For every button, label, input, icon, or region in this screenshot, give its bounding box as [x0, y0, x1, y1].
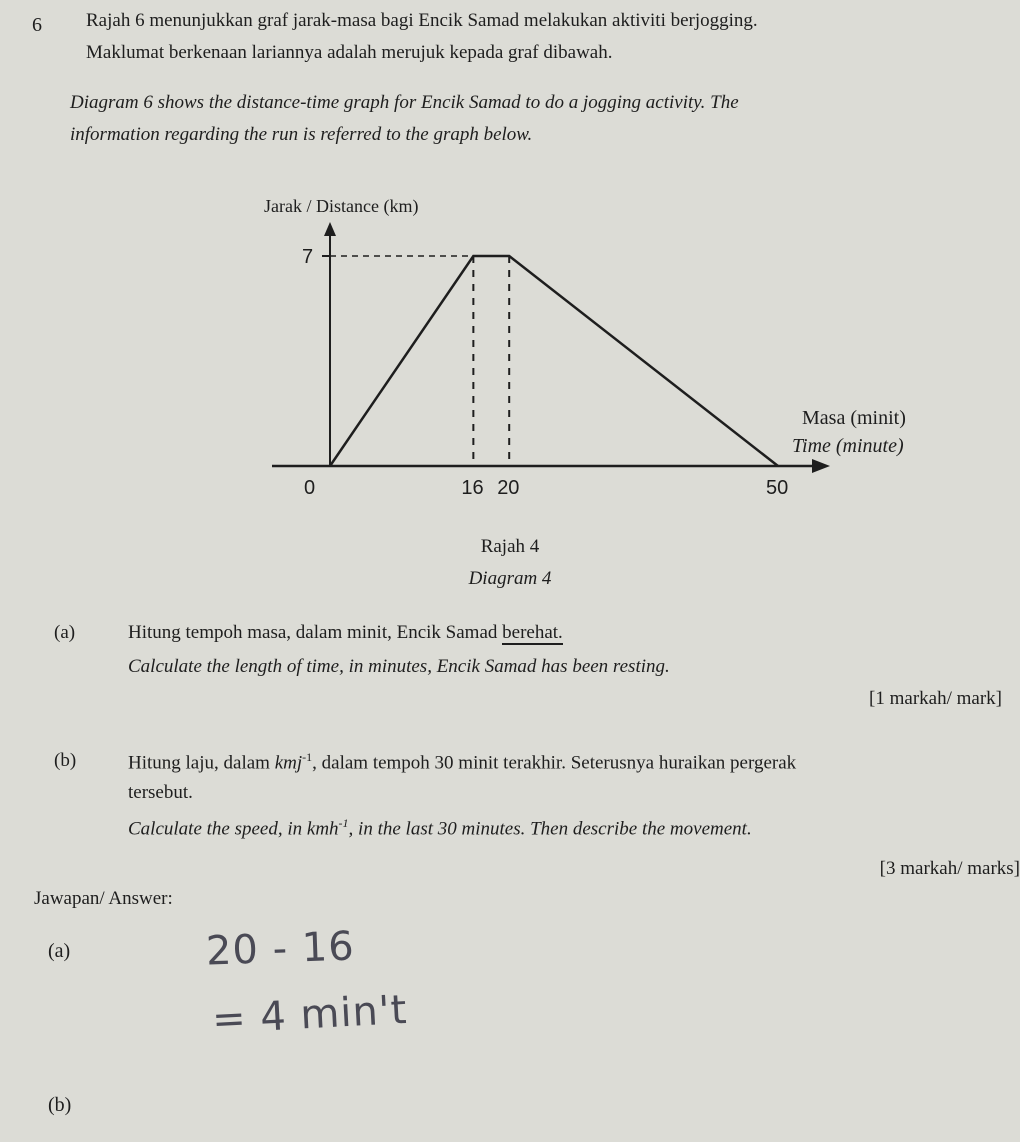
part-b-bm-unit: kmj	[274, 752, 303, 774]
x-axis-arrow	[812, 459, 830, 473]
y-tick-label: 7	[302, 246, 314, 268]
caption-en: Diagram 4	[468, 568, 552, 589]
series-line	[330, 256, 778, 466]
handwritten-answer-line-2: = 4 min't	[210, 986, 409, 1044]
part-a-bm-underlined: berehat.	[502, 622, 563, 643]
distance-time-graph	[250, 190, 970, 520]
answer-b-label: (b)	[48, 1094, 72, 1116]
part-b-bm-unit-sup: -1	[302, 750, 313, 764]
part-b-en-unit-sup: -1	[338, 816, 349, 830]
intro-bm-line-1: Rajah 6 menunjukkan graf jarak-masa bagi Encik Samad melakukan aktiviti berjogging.	[86, 10, 758, 31]
origin-label: 0	[304, 477, 316, 499]
part-b-en-post: , in the last 30 minutes. Then describe the movement.	[348, 818, 752, 840]
x-axis-label-en: Time (minute)	[792, 435, 904, 457]
part-b-bm-post: , dalam tempoh 30 minit terakhir. Seterusnya huraikan pergerak	[312, 752, 797, 774]
answer-a-label: (a)	[48, 940, 71, 962]
part-b-label: (b)	[54, 750, 77, 771]
part-b-en-unit: kmh	[306, 818, 339, 840]
caption-bm: Rajah 4	[480, 536, 540, 557]
answer-heading: Jawapan/ Answer:	[34, 888, 173, 909]
part-b-bm-pre: Hitung laju, dalam	[128, 752, 275, 774]
part-a-bm-text: Hitung tempoh masa, dalam minit, Encik Samad	[128, 622, 503, 643]
x-tick-label: 50	[766, 477, 789, 499]
part-a-marks: [1 markah/ mark]	[869, 688, 1002, 709]
handwritten-answer-line-1: 20 - 16	[205, 923, 356, 975]
question-number: 6	[32, 14, 42, 36]
y-axis-label: Jarak / Distance (km)	[264, 196, 419, 216]
part-a-question-bm	[128, 622, 563, 644]
part-a-question-en: Calculate the length of time, in minutes, Encik Samad has been resting.	[128, 656, 670, 677]
part-b-en-pre: Calculate the speed, in	[128, 818, 307, 840]
part-b-marks: [3 markah/ marks]	[879, 858, 1020, 879]
part-b-question-bm-line-2: tersebut.	[128, 782, 193, 803]
intro-en-line-2: information regarding the run is referred to the graph below.	[70, 124, 533, 145]
part-b-question-bm	[128, 750, 796, 774]
y-axis-arrow	[324, 222, 336, 236]
intro-en-line-1: Diagram 6 shows the distance-time graph for Encik Samad to do a jogging activity. The	[70, 92, 739, 113]
x-tick-label: 20	[497, 477, 520, 499]
x-tick-label: 16	[461, 477, 484, 499]
intro-bm-line-2: Maklumat berkenaan lariannya adalah merujuk kepada graf dibawah.	[86, 42, 613, 63]
x-axis-label-bm: Masa (minit)	[802, 407, 906, 429]
part-a-label: (a)	[54, 622, 76, 643]
part-b-question-en	[128, 816, 752, 840]
